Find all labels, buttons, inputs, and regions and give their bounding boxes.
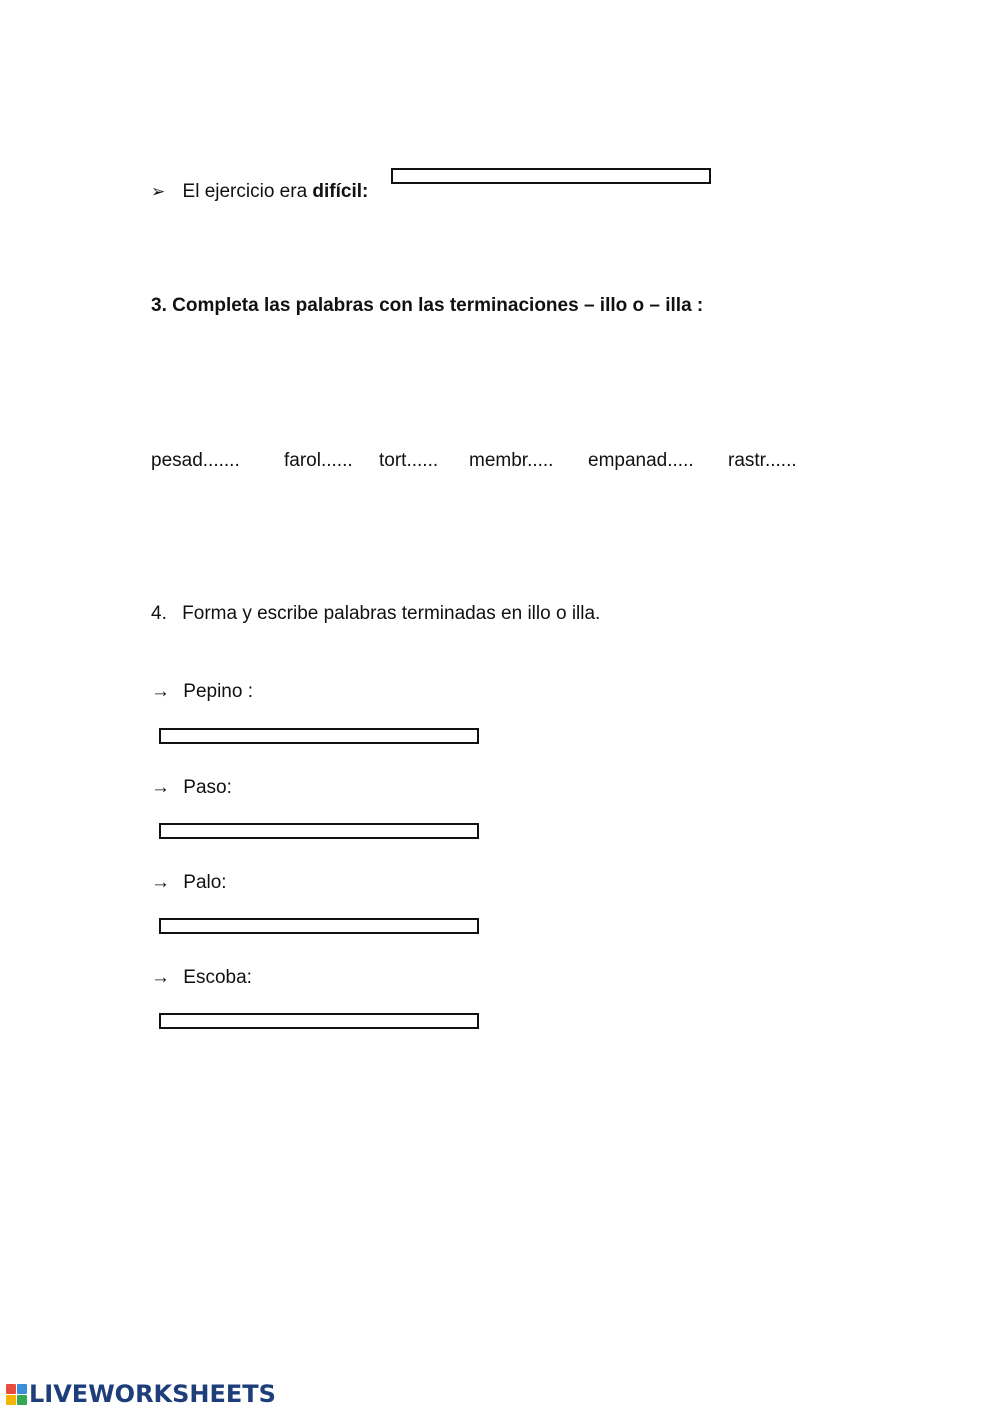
right-arrow-icon: → — [151, 681, 170, 702]
blocks-logo-icon — [6, 1384, 27, 1405]
word-rastr: rastr...... — [728, 450, 797, 471]
logo-block — [6, 1395, 16, 1405]
exercise-3-heading: 3. Completa las palabras con las terminaciones – illo o – illa : — [151, 295, 704, 316]
exercise-4-number: 4. — [151, 603, 167, 624]
sentence-prefix: El ejercicio era — [182, 181, 313, 202]
item-label: Palo: — [183, 872, 227, 893]
word-tort: tort...... — [379, 450, 439, 471]
answer-input-paso[interactable] — [159, 823, 479, 839]
item-label: Paso: — [183, 777, 232, 798]
logo-text: LIVEWORKSHEETS — [29, 1380, 276, 1408]
bullet-line-dificil — [151, 181, 368, 203]
answer-input-escoba[interactable] — [159, 1013, 479, 1029]
answer-input-dificil[interactable] — [391, 168, 711, 184]
sentence-keyword: difícil: — [312, 181, 369, 202]
arrowhead-bullet-icon: ➢ — [151, 182, 166, 201]
answer-input-palo[interactable] — [159, 918, 479, 934]
exercise-4-heading — [151, 603, 600, 625]
item-label: Pepino : — [183, 681, 254, 702]
list-item-pepino — [151, 681, 253, 703]
list-item-escoba — [151, 967, 252, 989]
item-label: Escoba: — [183, 967, 252, 988]
logo-block — [6, 1384, 16, 1394]
list-item-palo — [151, 872, 227, 894]
right-arrow-icon: → — [151, 777, 170, 798]
word-membr: membr..... — [469, 450, 554, 471]
word-farol: farol...... — [284, 450, 353, 471]
list-item-paso — [151, 777, 232, 799]
word-empanad: empanad..... — [588, 450, 694, 471]
logo-block — [17, 1395, 27, 1405]
right-arrow-icon: → — [151, 872, 170, 893]
liveworksheets-logo[interactable] — [6, 1381, 276, 1407]
exercise-4-text: Forma y escribe palabras terminadas en illo o illa. — [182, 603, 601, 624]
right-arrow-icon: → — [151, 967, 170, 988]
logo-block — [17, 1384, 27, 1394]
word-pesad: pesad....... — [151, 450, 240, 471]
answer-input-pepino[interactable] — [159, 728, 479, 744]
